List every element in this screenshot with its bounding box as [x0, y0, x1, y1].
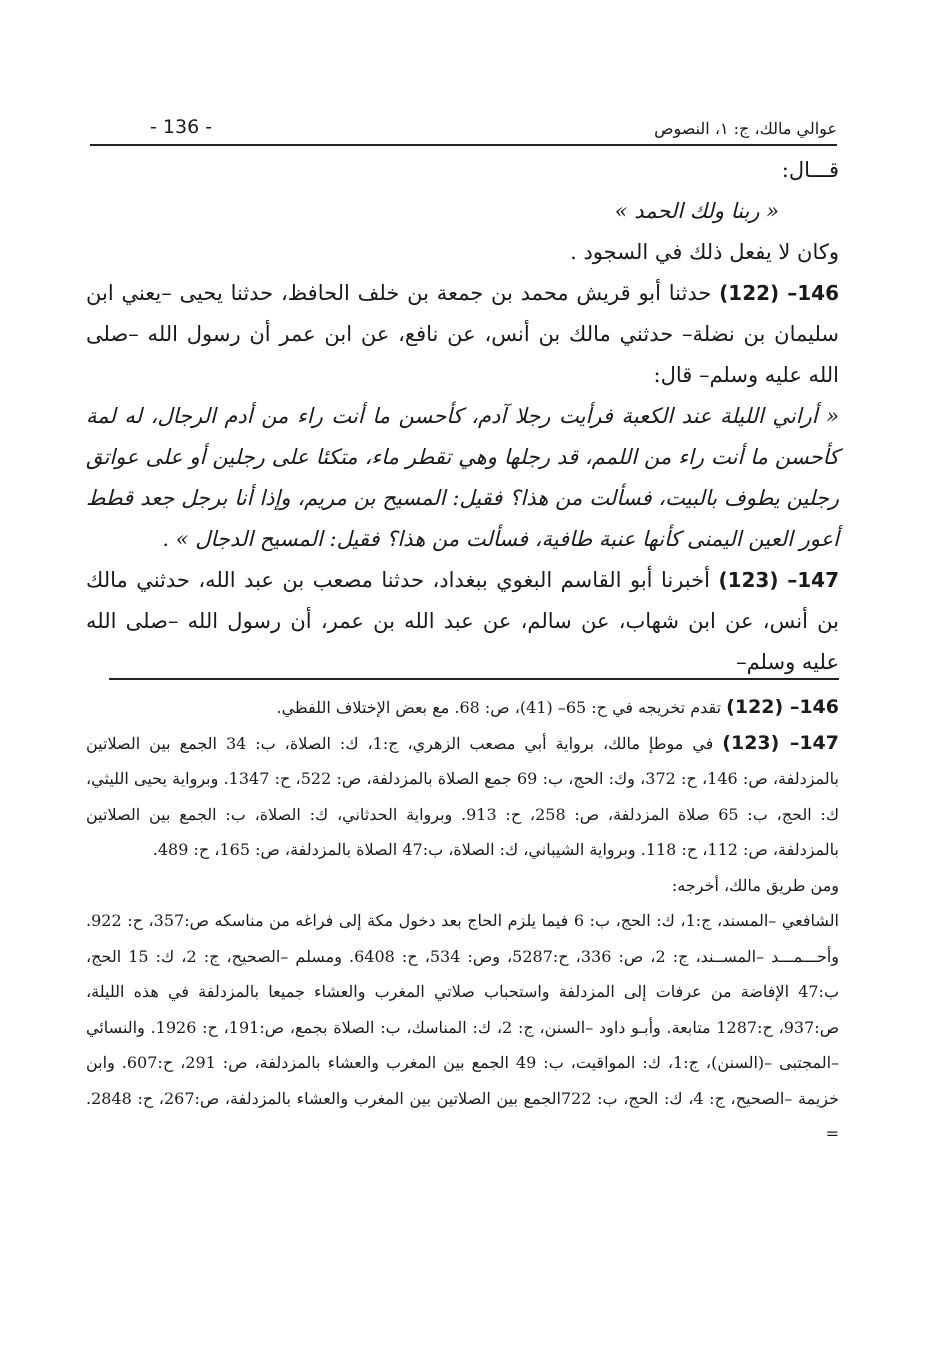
tariq-heading: ومن طريق مالك، أخرجه: — [671, 875, 839, 895]
running-header — [90, 110, 837, 146]
quote-rabbana: « ربنا ولك الحمد » — [614, 199, 779, 223]
footnotes — [86, 690, 839, 1152]
quote-dajjal: « أراني الليلة عند الكعبة فرأيت رجلا آدم، كأحسن ما أنت راء من أدم الرجال، له لمة كأحسن ما أنت راء من اللمم، قد رجلها وهي تقطر ماء، متكئا على رجلين أو على عواتق رجلين يطوف بالبيت، فسألت من هذا؟ فقيل: المسيح بن مريم، وإذا أنا برجل جعد قطط أعور العين اليمنى كأنها عنبة طافية، فسألت من هذا؟ فقيل: المسيح الدجال » . — [86, 404, 839, 551]
footnote-number: 146– (122) — [726, 696, 839, 718]
hadith-147 — [86, 560, 839, 683]
footnote-text: تقدم تخريجه في ح: 65– (41)، ص: 68. مع بعض الإختلاف اللفظي. — [276, 698, 722, 717]
footnote-147 — [86, 726, 839, 868]
footnote-divider — [109, 678, 839, 680]
footnote-sources: الشافعي –المسند، ج:1، ك: الحج، ب: 6 فيما يلزم الحاج بعد دخول مكة إلى فراغه من مناسكه ص:357، ح: 922. وأحـــمـــد –المســند، ج: 2، ص: 336، ح:5287، وص: 534، ح: 6408. ومسلم –الصحيح، ج: 2، ك: 15 الحج، ب:47 الإفاضة من عرفات إلى المزدلفة واستحباب صلاتي المغرب والعشاء جميعا بالمزدلفة في هذه الليلة، ص:937، ح:1287 متابعة. وأبـو داود –السنن، ج: 2، ك: المناسك، ب: الصلاة بجمع، ص:191، ح: 1926. والنسائي –المجتبى –(السنن)، ج:1، ك: المواقيت، ب: 49 الجمع بين المغرب والعشاء بالمزدلفة، ص: 291، ح:607. وابن خزيمة –الصحيح، ج: 4، ك: الحج، ب: 722الجمع بين الصلاتين بين المغرب والعشاء بالمزدلفة، ص:267، ح: 2848. = — [86, 911, 840, 1143]
hadith-146 — [86, 273, 839, 396]
page-number: - 136 - — [150, 116, 213, 138]
book-title: عوالي مالك، ج: ١، النصوص — [654, 119, 837, 138]
footnote-text: في موطإ مالك، برواية أبي مصعب الزهري، ج:1، ك: الصلاة، ب: 34 الجمع بين الصلاتين بالمزدلفة، ص: 146، ح: 372، وك: الحج، ب: 69 جمع الصلاة بالمزدلفة، ص: 522، ح: 1347. وبرواية يحيى الليثي، ك: الحج، ب: 65 صلاة المزدلفة، ص: 258، ح: 913. وبرواية الحدثاني، ك: الصلاة، ب: الجمع بين الصلاتين بالمزدلفة، ص: 112، ح: 118. وبرواية الشيباني، ك: الصلاة، ب:47 الصلاة بالمزدلفة، ص: 165، ح: 489. — [86, 733, 840, 859]
qala-heading: قـــال: — [781, 158, 839, 182]
footnote-number: 147– (123) — [722, 731, 839, 754]
footnote-146 — [86, 690, 839, 726]
main-text — [86, 150, 839, 683]
hadith-text: حدثنا أبو قريش محمد بن جمعة بن خلف الحافظ، حدثنا يحيى –يعني ابن سليمان بن نضلة– حدثني مالك بن أنس، عن نافع، عن ابن عمر أن رسول الله –صلى الله عليه وسلم– قال: — [86, 281, 839, 387]
text-line: وكان لا يفعل ذلك في السجود . — [570, 240, 839, 264]
hadith-text: أخبرنا أبو القاسم البغوي ببغداد، حدثنا مصعب بن عبد الله، حدثني مالك بن أنس، عن ابن شهاب، عن سالم، عن عبد الله بن عمر، أن رسول الله –صلى الله عليه وسلم– — [86, 568, 839, 674]
hadith-number: 146– (122) — [719, 281, 839, 305]
hadith-number: 147– (123) — [718, 568, 839, 592]
